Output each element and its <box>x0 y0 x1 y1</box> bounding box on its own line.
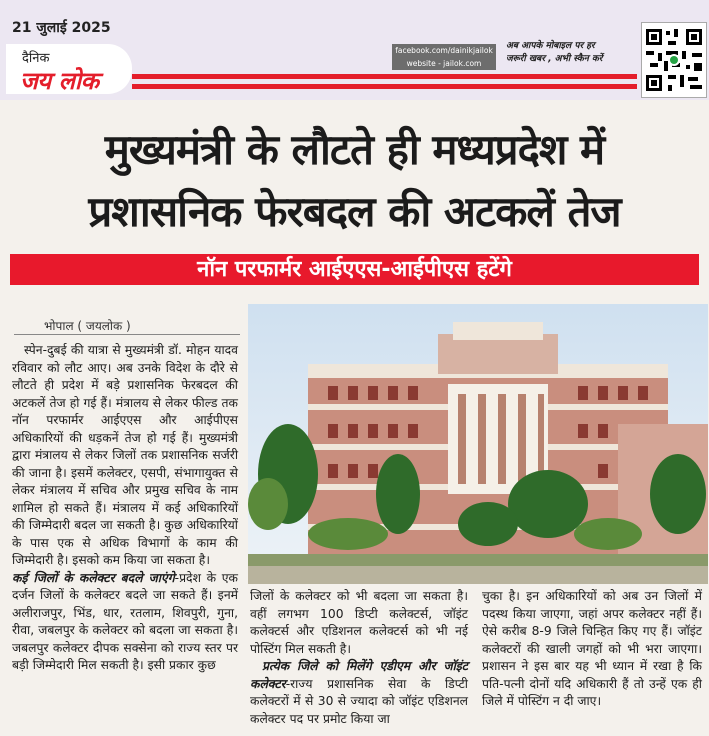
scan-prompt-line2: जरूरी खबर , अभी स्कैन करें <box>506 54 603 64</box>
article-paragraph: चुका है। इन अधिकारियों को अब उन जिलों में पदस्थ किया जाएगा, जहां अपर कलेक्टर नहीं हैं। ऐसे करीब 8-9 जिले चिन्हित किए गए हैं। जॉइंट कलेक्टरों की खाली जगहों को भी भरा जाएगा। प्रशासन ने इस बार यह भी ध्यान में रखा है कि पति-पत्नी दोनों यदि अधिकारी हैं तो उन्हें एक ही जिले में पोस्टिंग न दी जाए। <box>482 589 702 708</box>
article-paragraph: स्पेन-दुबई की यात्रा से मुख्यमंत्री डॉ. मोहन यादव रविवार को लौट आए। अब उनके विदेश के दौरे से लौटते ही प्रदेश में बड़े प्रशासनिक फेरबदल की अटकलें तेज हो गई हैं। मंत्रालय से लेकर फील्ड तक नॉन परफार्मर आईएएस और आईपीएस अधिकारियों की धड़कनें तेज हो गई हैं। मुख्यमंत्री द्वारा मंत्रालय से लेकर जिलों तक प्रशासनिक सर्जरी की जाना है। इसमें कलेक्टर, एसपी, संभागायुक्त से लेकर मंत्रालय में सचिव और प्रमुख सचिव के नाम शामिल हो सकते हैं। मंत्रालय में कई अधिकारियों की जिम्मेदारी बदल जा सकती है। कुछ अधिकारियों के पास एक से अधिक विभागों के काम की जिम्मेदारी है। इसको कम किया जा सकता है। <box>12 343 238 567</box>
masthead-stripe-bottom <box>132 84 637 89</box>
article-column-3 <box>482 588 702 711</box>
issue-date: 21 जुलाई 2025 <box>12 20 111 36</box>
article-subheading: प्रत्येक जिले को मिलेंगे एडीएम और जॉइंट कलेक्टर <box>250 659 468 691</box>
website-link[interactable]: website - jailok.com <box>406 59 482 68</box>
subheadline-banner: नॉन परफार्मर आईएएस-आईपीएस हटेंगे <box>10 254 699 285</box>
article-column-1: स्पेन-दुबई की यात्रा से मुख्यमंत्री डॉ. मोहन यादव रविवार को लौट आए। अब उनके विदेश के दौरे से लौटते ही प्रदेश में बड़े प्रशासनिक फेरबदल की अटकलें तेज हो गई हैं। मंत्रालय से लेकर फील्ड तक नॉन परफार्मर आईएएस और आईपीएस अधिकारियों की धड़कनें तेज हो गई हैं। मुख्यमंत्री द्वारा मंत्रालय से लेकर जिलों तक प्रशासनिक सर्जरी की जाना है। इसमें कलेक्टर, एसपी, संभागायुक्त से लेकर मंत्रालय में सचिव और प्रमुख सचिव के नाम शामिल हो सकते हैं। मंत्रालय में कई अधिकारियों की जिम्मेदारी बदल जा सकती है। कुछ अधिकारियों के पास एक से अधिक विभागों के काम की जिम्मेदारी है। इसको कम किया जा सकता है। कई जिलों के कलेक्टर बदले जाएंगे-प्रदेश के एक दर्जन जिलों के कलेक्टर बदले जा सकते हैं। इनमें अलीराजपुर, भिंड, धार, रतलाम, शिवपुरी, गुना, रीवा, जबलपुर के कलेक्टर को बदला जा सकता है। जबलपुर कलेक्टर दीपक सक्सेना को राज्य स्तर पर बड़ी जिम्मेदारी मिल सकती है। इसी प्रकार कुछ <box>12 343 238 672</box>
article-subheading: कई जिलों के कलेक्टर बदले जाएंगे <box>12 570 175 585</box>
dateline-rule <box>14 334 240 335</box>
article-photo <box>248 304 708 584</box>
brand-logo: जय लोक <box>20 67 99 95</box>
article-paragraph: प्रदेश के एक दर्जन जिलों के कलेक्टर बदले जा सकते हैं। इनमें अलीराजपुर, भिंड, धार, रतलाम, शिवपुरी, गुना, रीवा, जबलपुर के कलेक्टर को बदला जा सकता है। जबलपुर कलेक्टर दीपक सक्सेना को राज्य स्तर पर बड़ी जिम्मेदारी मिल सकती है। इसी प्रकार कुछ <box>12 570 238 672</box>
facebook-link[interactable]: facebook.com/dainikjailok <box>395 46 493 55</box>
article-column-2: जिलों के कलेक्टर को भी बदला जा सकता है। वहीं लगभग 100 डिप्टी कलेक्टर्स, जॉइंट कलेक्टर्स और एडिशनल कलेक्टर्स को भी नई पोस्टिंग मिल सकती है। प्रत्येक जिले को मिलेंगे एडीएम और जॉइंट कलेक्टर-राज्य प्रशासनिक सेवा के डिप्टी कलेक्टरों में से 30 से ज्यादा को जॉइंट एडिशनल कलेक्टर पद पर प्रमोट किया जा <box>250 589 468 726</box>
article-paragraph: जिलों के कलेक्टर को भी बदला जा सकता है। वहीं लगभग 100 डिप्टी कलेक्टर्स, जॉइंट कलेक्टर्स और एडिशनल कलेक्टर्स को भी नई पोस्टिंग मिल सकती है। <box>250 589 468 656</box>
headline-line-2: प्रशासनिक फेरबदल की अटकलें तेज <box>88 187 621 236</box>
social-links <box>392 44 496 70</box>
headline-line-1: मुख्यमंत्री के लौटते ही मध्यप्रदेश में <box>104 125 605 174</box>
qr-code-icon[interactable] <box>641 22 707 98</box>
scan-prompt-line1: अब आपके मोबाइल पर हर <box>506 41 595 51</box>
article-paragraph: राज्य प्रशासनिक सेवा के डिप्टी कलेक्टरों में से 30 से ज्यादा को जॉइंट एडिशनल कलेक्टर पद पर प्रमोट किया जा <box>250 676 468 726</box>
dateline: भोपाल ( जयलोक ) <box>44 319 131 333</box>
masthead-stripe-top <box>132 74 637 79</box>
brand-prefix: दैनिक <box>22 51 50 66</box>
scan-prompt <box>506 40 630 66</box>
